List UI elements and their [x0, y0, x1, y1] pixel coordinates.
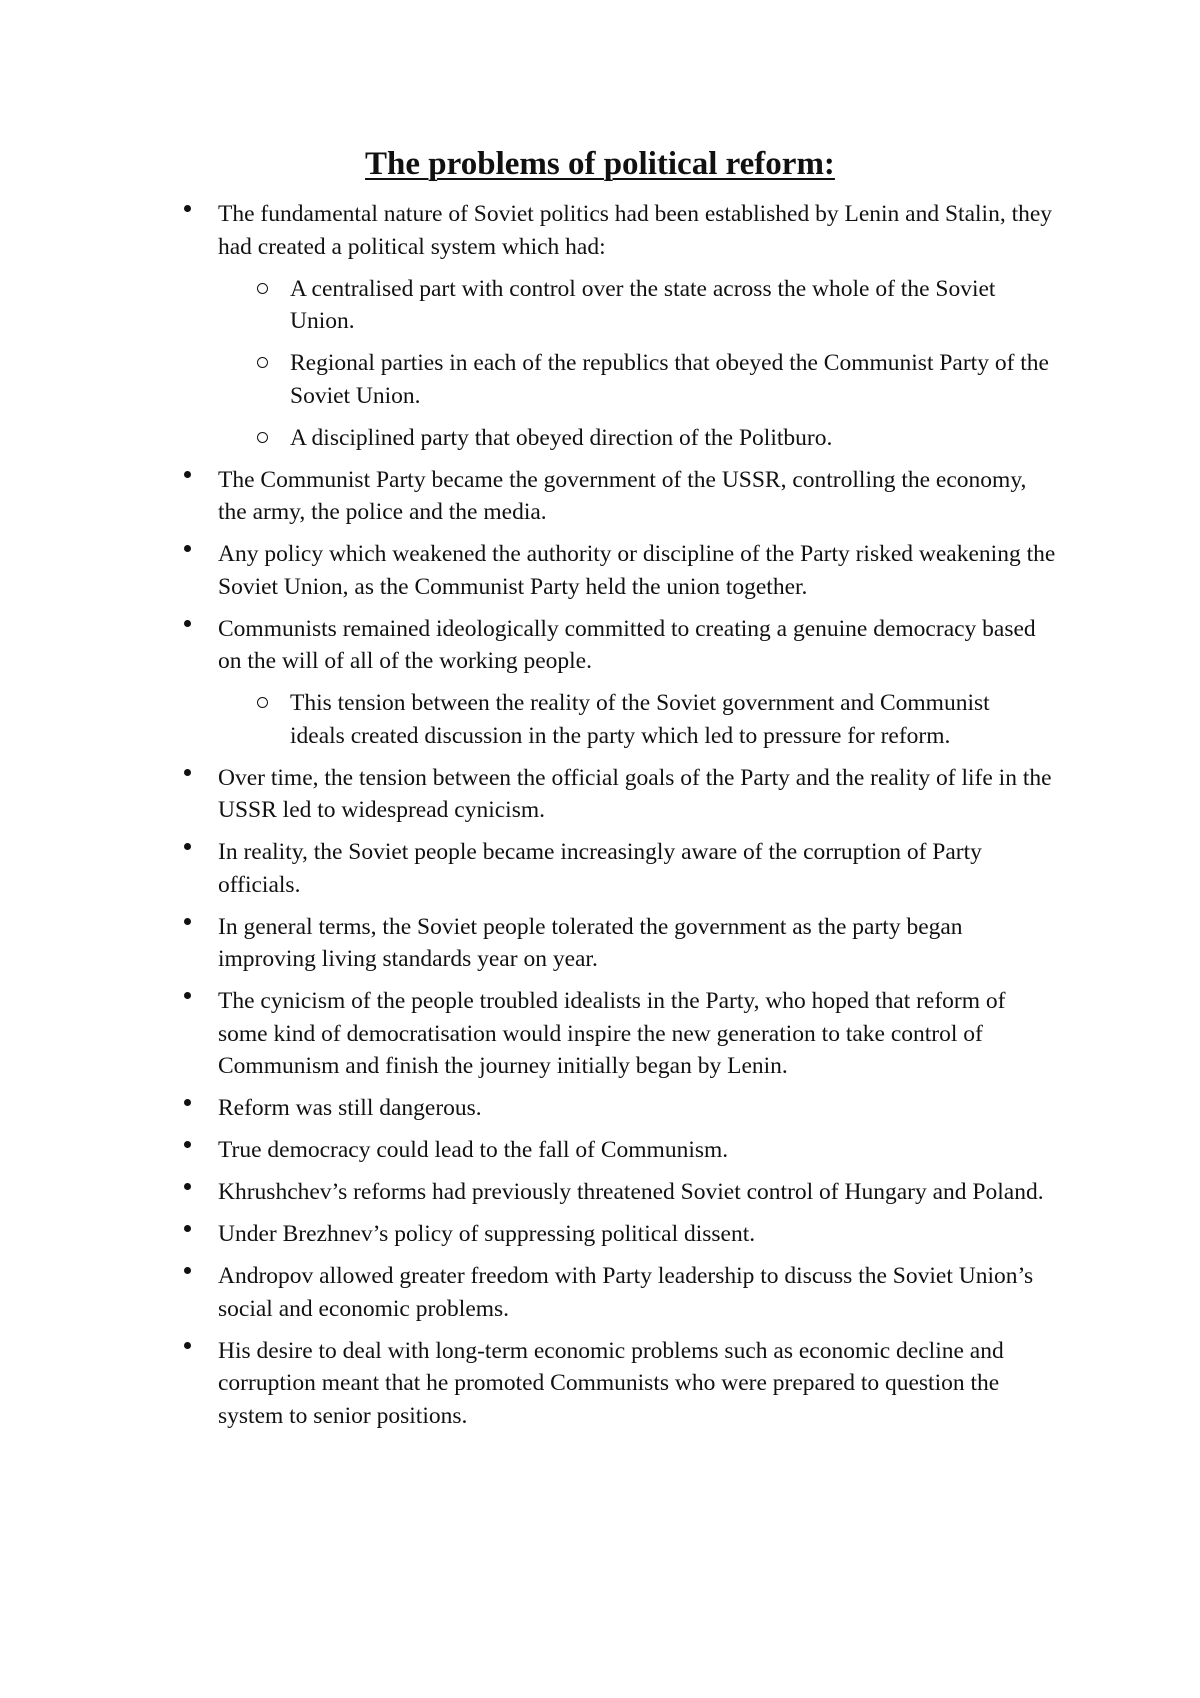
list-item-text: Under Brezhnev’s policy of suppressing political dissent. — [218, 1221, 756, 1247]
bullet-dot-icon — [184, 918, 191, 925]
list-item-text: True democracy could lead to the fall of Communism. — [218, 1137, 729, 1163]
list-item-text: Communists remained ideologically committed to creating a genuine democracy based on the will of all of the working people. — [218, 615, 1036, 674]
sub-list-item — [0, 422, 1050, 455]
bullet-dot-icon — [184, 1099, 191, 1106]
bullet-dot-icon — [184, 1141, 191, 1148]
bullet-dot-icon — [184, 1267, 191, 1274]
bullet-dot-icon — [184, 205, 191, 212]
list-item — [0, 1260, 1058, 1325]
bullet-dot-icon — [184, 1342, 191, 1349]
bullet-dot-icon — [184, 545, 191, 552]
list-item — [0, 464, 1058, 529]
bullet-dot-icon — [184, 1183, 191, 1190]
bullet-circle-icon — [257, 283, 268, 294]
bullet-dot-icon — [184, 1225, 191, 1232]
list-item — [0, 1218, 1058, 1251]
sub-list-item — [0, 273, 1050, 338]
sub-list-item-text: A disciplined party that obeyed direction of the Politburo. — [290, 424, 833, 451]
list-item — [0, 1176, 1058, 1209]
sub-list-item — [0, 687, 1050, 752]
bullet-list — [0, 198, 1200, 1442]
sub-list-item-text: A centralised part with control over the state across the whole of the Soviet Union. — [290, 275, 996, 334]
bullet-dot-icon — [184, 843, 191, 850]
bullet-circle-icon — [257, 697, 268, 708]
bullet-circle-icon — [257, 432, 268, 443]
list-item — [0, 613, 1058, 678]
list-item — [0, 1092, 1058, 1125]
list-item-text: Over time, the tension between the official goals of the Party and the reality of life in the USSR led to widespread cynicism. — [218, 764, 1052, 823]
list-item — [0, 198, 1058, 263]
list-item-text: The Communist Party became the government of the USSR, controlling the economy, the army, the police and the media. — [218, 466, 1027, 525]
sub-list-item-text: This tension between the reality of the Soviet government and Communist ideals created discussion in the party which led to pressure for reform. — [290, 690, 990, 749]
bullet-dot-icon — [184, 471, 191, 478]
page-title: The problems of political reform: — [365, 146, 835, 182]
bullet-dot-icon — [184, 769, 191, 776]
list-item — [0, 985, 1058, 1083]
list-item-text: Reform was still dangerous. — [218, 1095, 482, 1121]
list-item — [0, 836, 1058, 901]
sub-list-item-text: Regional parties in each of the republics that obeyed the Communist Party of the Soviet Union. — [290, 350, 1049, 409]
bullet-dot-icon — [184, 620, 191, 627]
list-item-text: In reality, the Soviet people became increasingly aware of the corruption of Party officials. — [218, 839, 982, 898]
list-item-text: Andropov allowed greater freedom with Party leadership to discuss the Soviet Union’s social and economic problems. — [218, 1263, 1034, 1322]
list-item — [0, 1134, 1058, 1167]
list-item — [0, 762, 1058, 827]
list-item-text: His desire to deal with long-term economic problems such as economic decline and corruption meant that he promoted Communists who were prepared to question the system to senior positions. — [218, 1337, 1004, 1429]
bullet-circle-icon — [257, 357, 268, 368]
bullet-dot-icon — [184, 992, 191, 999]
list-item-text: The cynicism of the people troubled idealists in the Party, who hoped that reform of some kind of democratisation would inspire the new generation to take control of Communism and finish the journey initially began by Lenin. — [218, 988, 1006, 1079]
list-item — [0, 1335, 1058, 1433]
sub-list-item — [0, 347, 1050, 412]
list-item-text: In general terms, the Soviet people tolerated the government as the party began improving living standards year on year. — [218, 913, 963, 972]
list-item — [0, 538, 1058, 603]
list-item-text: Any policy which weakened the authority or discipline of the Party risked weakening the Soviet Union, as the Communist Party held the union together. — [218, 541, 1056, 600]
list-item — [0, 911, 1058, 976]
list-item-text: Khrushchev’s reforms had previously threatened Soviet control of Hungary and Poland. — [218, 1179, 1044, 1205]
list-item-text: The fundamental nature of Soviet politics had been established by Lenin and Stalin, they had created a political system which had: — [218, 201, 1053, 260]
